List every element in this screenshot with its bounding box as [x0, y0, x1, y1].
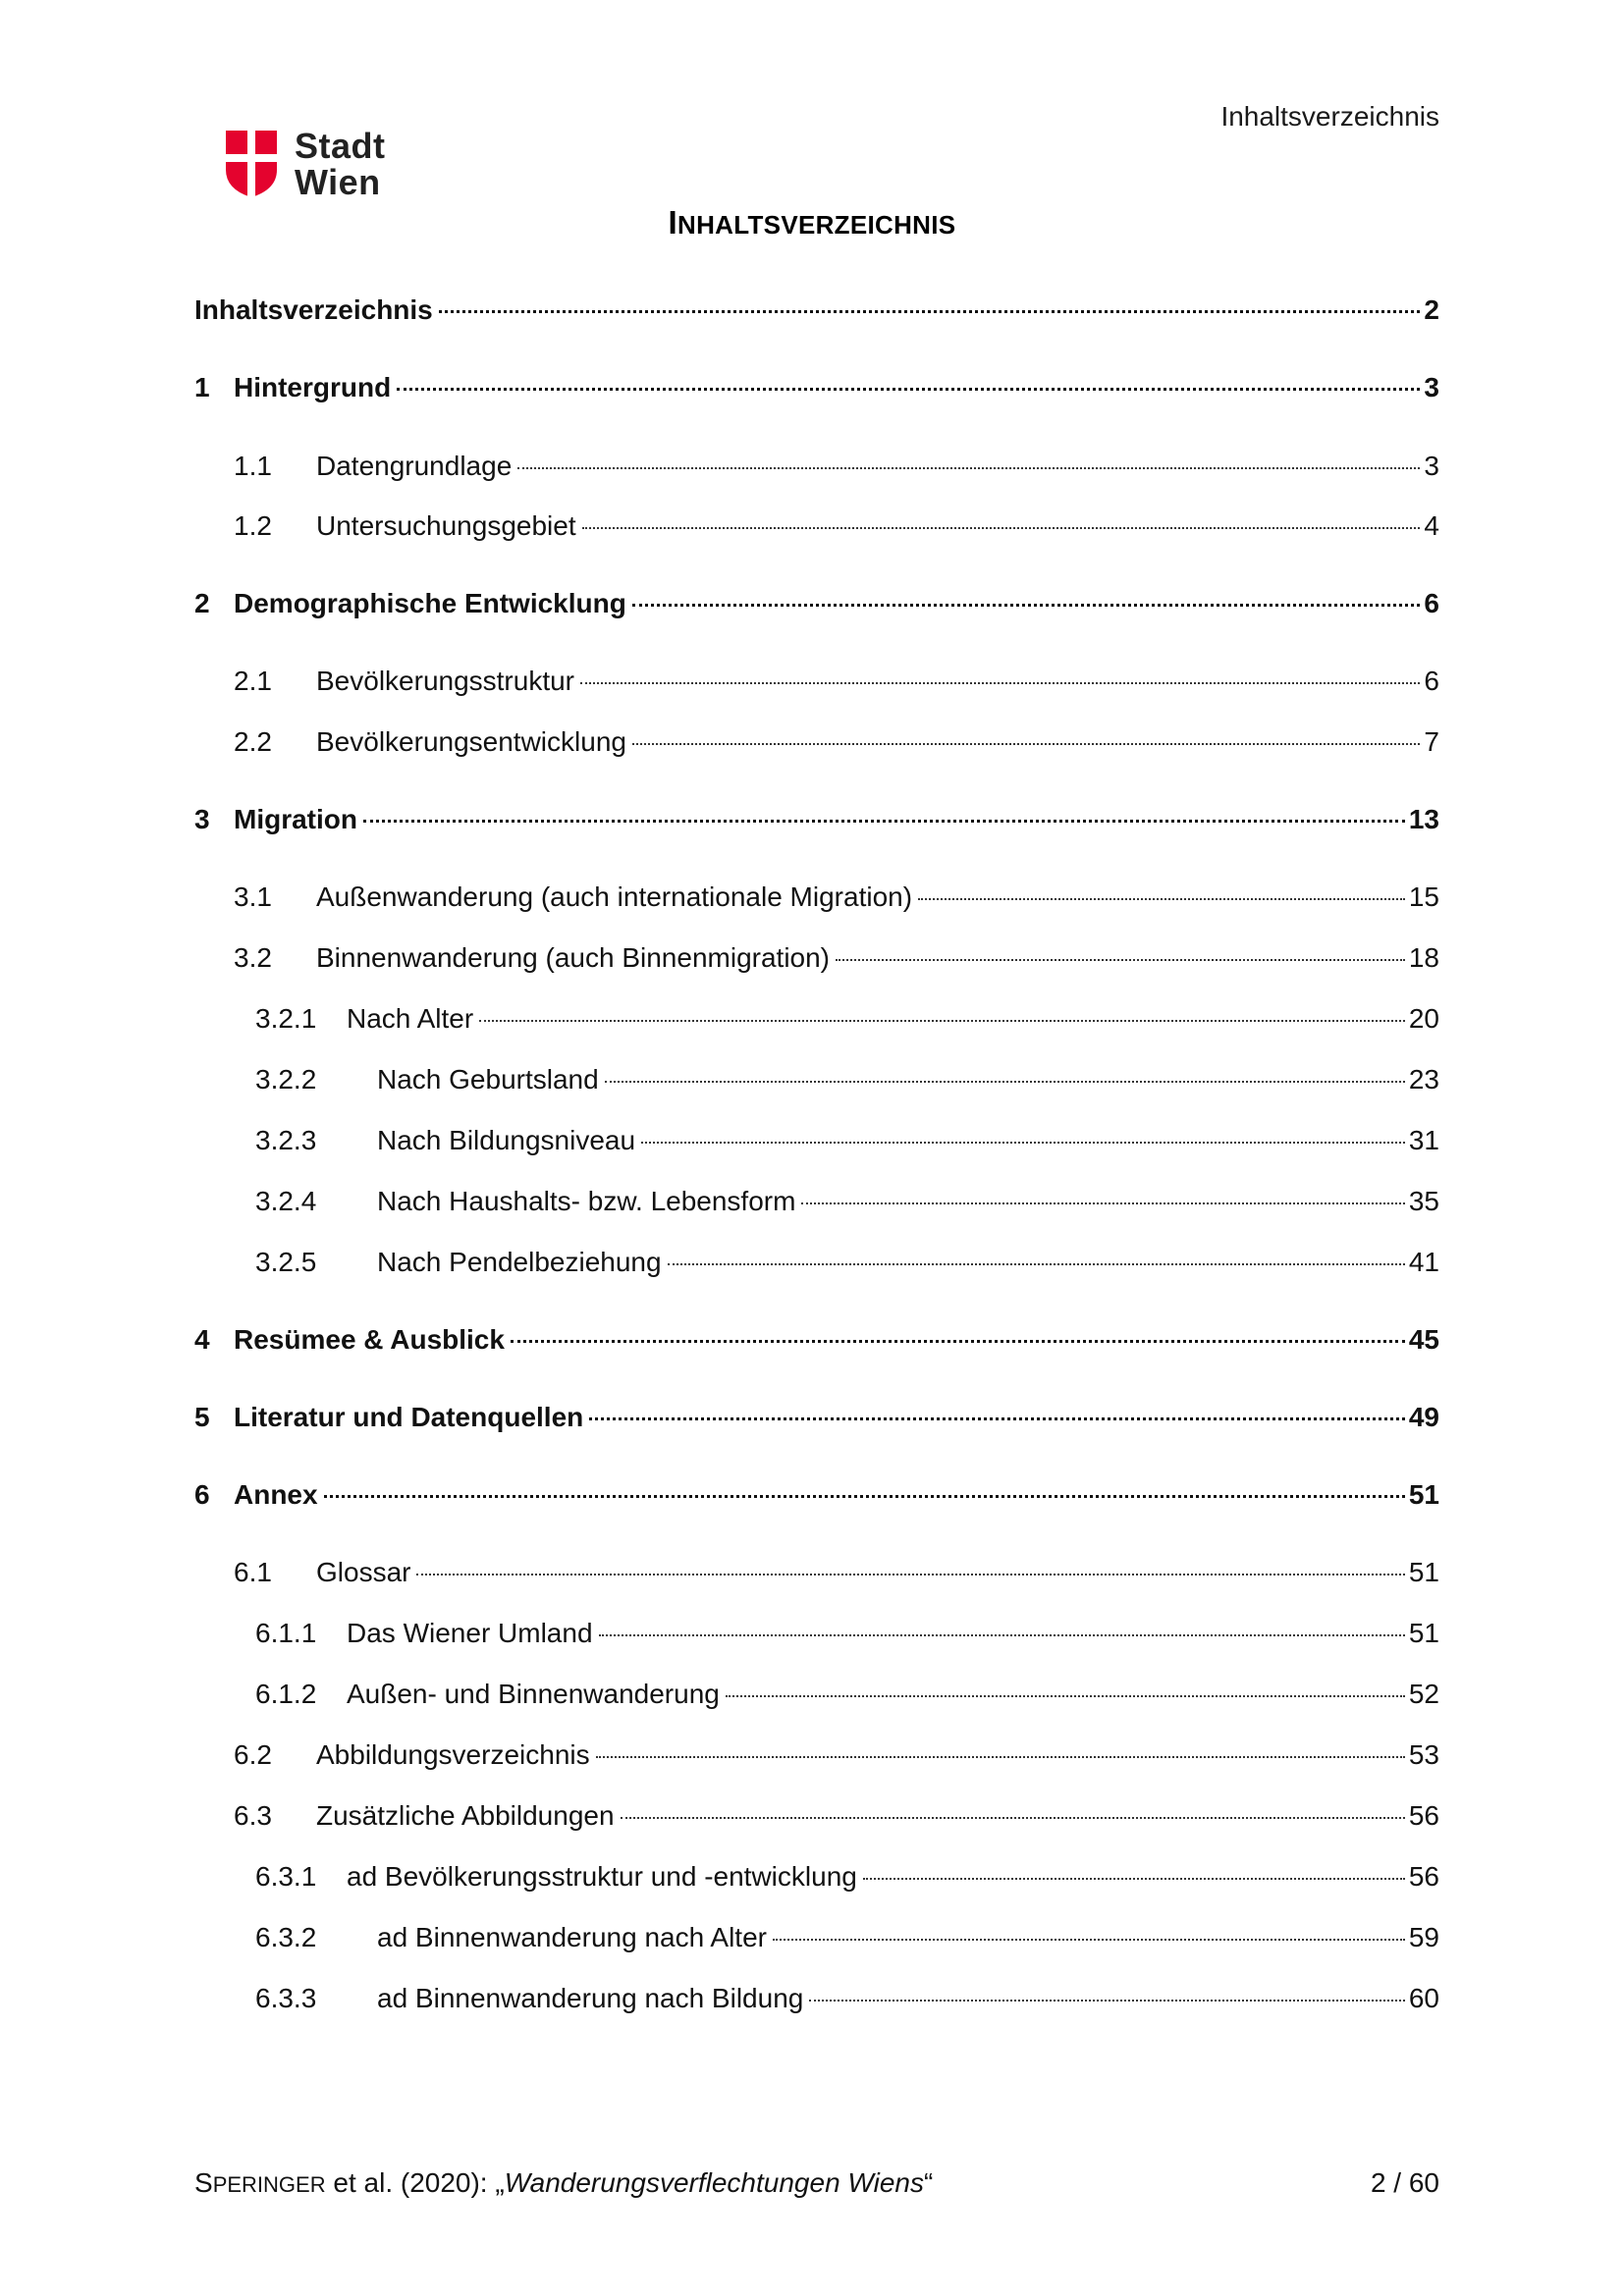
toc-entry[interactable]: [234, 1554, 1439, 1591]
toc-title: Zusätzliche Abbildungen: [316, 1800, 615, 1831]
toc-page: 52: [1408, 1679, 1439, 1709]
toc-entry[interactable]: [194, 1321, 1439, 1359]
toc-title: Glossar: [316, 1557, 411, 1587]
toc-number: 3.2.1: [255, 1003, 317, 1034]
toc-page: 59: [1408, 1922, 1439, 1952]
toc-title: ad Binnenwanderung nach Bildung: [377, 1983, 804, 2013]
toc-entry[interactable]: [234, 448, 1439, 485]
toc-number: 6.3.1: [255, 1861, 317, 1892]
toc-leader: [582, 527, 1421, 529]
toc-leader: [773, 1939, 1405, 1941]
toc-entry[interactable]: [255, 1061, 1439, 1098]
toc-title: Demographische Entwicklung: [234, 588, 626, 618]
page-title-rest: NHALTSVERZEICHNIS: [677, 210, 956, 240]
toc-page: 49: [1408, 1402, 1439, 1432]
toc-leader: [580, 682, 1420, 684]
toc-leader: [809, 2000, 1405, 2002]
toc-title: Nach Bildungsniveau: [377, 1125, 636, 1155]
toc-leader: [621, 1817, 1405, 1819]
toc-page: 6: [1424, 666, 1439, 696]
toc-leader: [479, 1020, 1405, 1022]
toc-number: 2.2: [234, 726, 272, 757]
footer-author-rest: PERINGER: [212, 2172, 326, 2197]
toc-leader: [836, 959, 1405, 961]
toc-page: 51: [1408, 1557, 1439, 1587]
toc-number: 2.1: [234, 666, 272, 696]
toc-entry[interactable]: [234, 1736, 1439, 1774]
toc-title: Inhaltsverzeichnis: [194, 294, 433, 325]
toc-number: 6: [194, 1479, 210, 1510]
toc-number: 6.1.2: [255, 1679, 317, 1709]
logo-line-wien: Wien: [295, 162, 381, 202]
toc-title: Nach Haushalts- bzw. Lebensform: [377, 1186, 796, 1216]
toc-page: 15: [1408, 881, 1439, 912]
toc-page: 7: [1424, 726, 1439, 757]
toc-leader: [605, 1081, 1405, 1083]
footer-author-first: S: [194, 2167, 213, 2198]
toc-leader: [397, 388, 1420, 391]
toc-title: Untersuchungsgebiet: [316, 510, 576, 541]
toc-entry[interactable]: [255, 1183, 1439, 1220]
toc-entry[interactable]: [234, 939, 1439, 977]
toc-title: Nach Geburtsland: [377, 1064, 599, 1095]
toc-number: 5: [194, 1402, 210, 1432]
toc-title: Nach Pendelbeziehung: [377, 1247, 662, 1277]
toc-leader: [641, 1142, 1405, 1144]
running-header: Inhaltsverzeichnis: [1220, 101, 1439, 132]
footer-citation: [194, 2167, 933, 2199]
toc-leader: [439, 310, 1421, 313]
toc-number: 6.1.1: [255, 1618, 317, 1648]
toc-number: 6.3.3: [255, 1983, 317, 2013]
toc-number: 2: [194, 588, 210, 618]
toc-entry[interactable]: [194, 1476, 1439, 1514]
toc-page: 2: [1424, 294, 1439, 325]
toc-number: 6.2: [234, 1739, 272, 1770]
toc-title: Binnenwanderung (auch Binnenmigration): [316, 942, 831, 973]
toc-number: 3.2: [234, 942, 272, 973]
toc-page: 4: [1424, 510, 1439, 541]
toc-page: 31: [1408, 1125, 1439, 1155]
toc-number: 3.2.4: [255, 1186, 317, 1216]
footer-citation-mid: et al. (2020): „: [325, 2167, 505, 2198]
toc-page: 41: [1408, 1247, 1439, 1277]
toc-entry[interactable]: [255, 1615, 1439, 1652]
footer-citation-end: “: [923, 2167, 934, 2198]
toc-leader: [517, 467, 1420, 469]
footer-citation-title: Wanderungsverflechtungen Wiens: [504, 2167, 924, 2198]
toc-page: 35: [1408, 1186, 1439, 1216]
toc-title: ad Binnenwanderung nach Alter: [377, 1922, 767, 1952]
toc-page: 51: [1408, 1479, 1439, 1510]
toc-leader: [363, 820, 1405, 823]
toc-title: Literatur und Datenquellen: [234, 1402, 584, 1432]
toc-number: 4: [194, 1324, 210, 1355]
page-footer: [194, 2167, 1439, 2199]
toc-page: 23: [1408, 1064, 1439, 1095]
toc-number: 3.2.3: [255, 1125, 317, 1155]
toc-number: 1: [194, 372, 210, 402]
toc-entry[interactable]: [255, 1676, 1439, 1713]
toc-entry[interactable]: [234, 663, 1439, 700]
toc-title: Nach Alter: [347, 1003, 474, 1034]
toc-page: 18: [1408, 942, 1439, 973]
toc-entry[interactable]: [234, 723, 1439, 761]
toc-title: Außenwanderung (auch internationale Migration): [316, 881, 913, 912]
toc-number: 1.1: [234, 451, 272, 481]
toc-entry[interactable]: [194, 1399, 1439, 1436]
toc-entry[interactable]: [234, 507, 1439, 545]
toc-title: Bevölkerungsstruktur: [316, 666, 575, 696]
toc-entry[interactable]: [194, 369, 1439, 406]
toc-title: Außen- und Binnenwanderung: [347, 1679, 720, 1709]
toc-page: 3: [1424, 451, 1439, 481]
toc-title: Migration: [234, 804, 357, 834]
toc-number: 3.2.2: [255, 1064, 317, 1095]
toc-page: 45: [1408, 1324, 1439, 1355]
toc-leader: [511, 1340, 1405, 1343]
logo-line-stadt: Stadt: [295, 126, 386, 166]
toc-leader: [918, 898, 1405, 900]
toc-entry[interactable]: [194, 585, 1439, 622]
toc-leader: [324, 1495, 1405, 1498]
toc-entry[interactable]: [255, 1919, 1439, 1956]
toc-page: 51: [1408, 1618, 1439, 1648]
toc-number: 1.2: [234, 510, 272, 541]
footer-page-number: 2 / 60: [1370, 2167, 1439, 2198]
toc-entry[interactable]: [255, 1980, 1439, 2017]
toc-leader: [726, 1695, 1405, 1697]
toc-page: 13: [1408, 804, 1439, 834]
toc-entry[interactable]: [255, 1858, 1439, 1896]
toc-leader: [589, 1417, 1405, 1420]
toc-entry[interactable]: [194, 292, 1439, 329]
toc-number: 6.3: [234, 1800, 272, 1831]
toc-page: 53: [1408, 1739, 1439, 1770]
toc-page: 3: [1424, 372, 1439, 402]
toc-title: Resümee & Ausblick: [234, 1324, 505, 1355]
toc-entry[interactable]: [194, 801, 1439, 838]
toc-leader: [801, 1202, 1404, 1204]
toc-number: 3.1: [234, 881, 272, 912]
toc-entry[interactable]: [255, 1244, 1439, 1281]
toc-title: Annex: [234, 1479, 318, 1510]
toc-page: 56: [1408, 1861, 1439, 1892]
toc-entry[interactable]: [255, 1122, 1439, 1159]
toc-leader: [863, 1878, 1405, 1880]
toc-leader: [596, 1756, 1405, 1758]
toc-entry[interactable]: [234, 879, 1439, 916]
page-title-first: I: [668, 204, 678, 240]
toc-title: Datengrundlage: [316, 451, 513, 481]
toc-page: 60: [1408, 1983, 1439, 2013]
toc-title: Abbildungsverzeichnis: [316, 1739, 590, 1770]
toc-entry[interactable]: [255, 1000, 1439, 1038]
toc-page: 20: [1408, 1003, 1439, 1034]
toc-leader: [632, 604, 1421, 607]
toc-number: 3.2.5: [255, 1247, 317, 1277]
toc-leader: [416, 1574, 1404, 1575]
toc-title: ad Bevölkerungsstruktur und -entwicklung: [347, 1861, 857, 1892]
toc-leader: [599, 1634, 1405, 1636]
toc-title: Bevölkerungsentwicklung: [316, 726, 626, 757]
toc-leader: [668, 1263, 1405, 1265]
toc-title: Das Wiener Umland: [347, 1618, 593, 1648]
toc-leader: [632, 743, 1420, 745]
toc-number: 6.1: [234, 1557, 272, 1587]
toc-number: 3: [194, 804, 210, 834]
toc-number: 6.3.2: [255, 1922, 317, 1952]
toc-title: Hintergrund: [234, 372, 392, 402]
toc-entry[interactable]: [234, 1797, 1439, 1835]
toc-page: 56: [1408, 1800, 1439, 1831]
toc-page: 6: [1424, 588, 1439, 618]
